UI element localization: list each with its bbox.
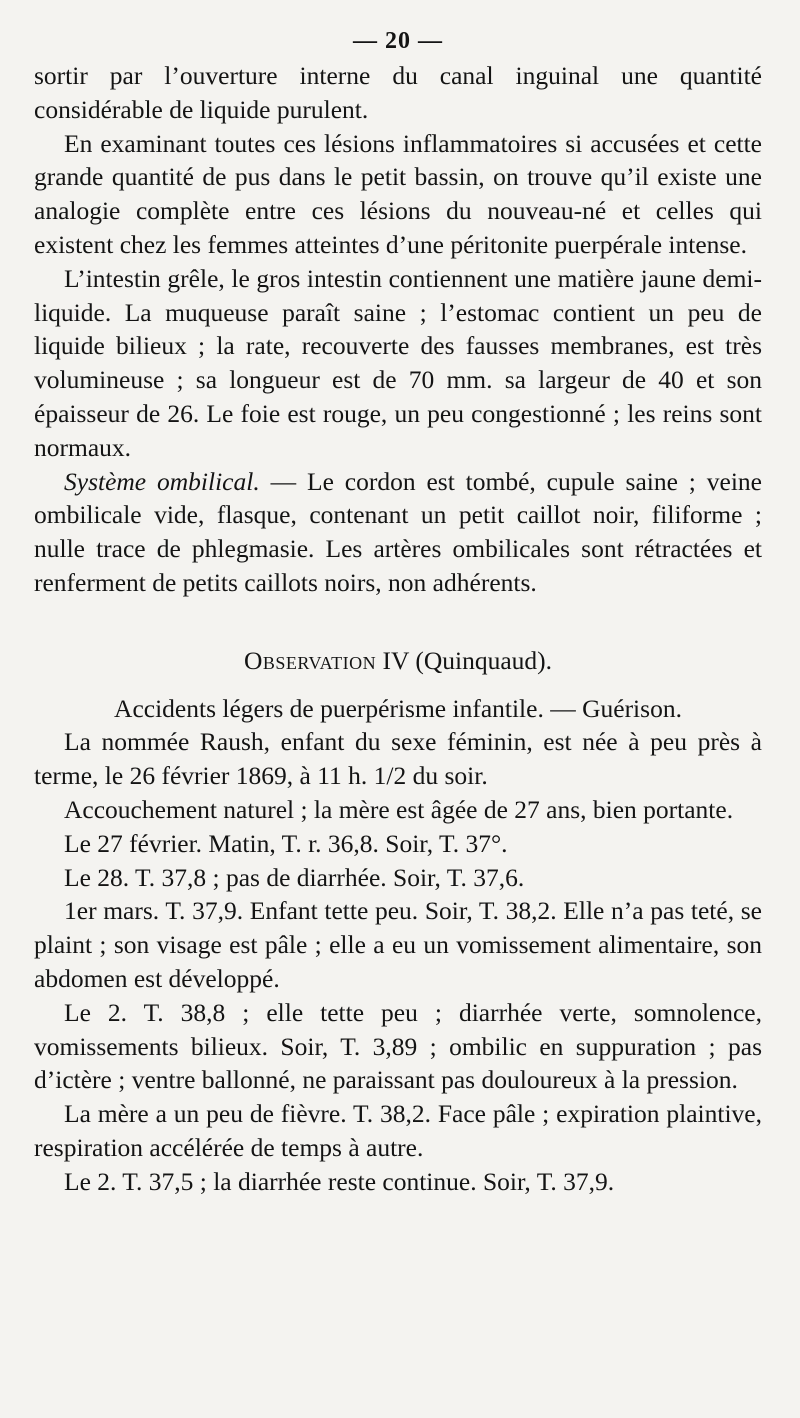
paragraph-feb-28: Le 28. T. 37,8 ; pas de diarrhée. Soir, T. 37,6. <box>64 862 525 892</box>
paragraph-continuation: sortir par l’ouverture interne du canal inguinal une quantité considérable de liquide purulent. <box>34 61 762 124</box>
ombilical-text: — Le cordon est tombé, cupule saine ; veine ombilicale vide, flasque, contenant un petit caillot noir, filiforme ; nulle trace de phlegmasie. Les artères ombilicales sont rétractées et renferment de petits caillots noirs, non adhérents. <box>34 466 762 597</box>
paragraph-feb-27: Le 27 février. Matin, T. r. 36,8. Soir, T. 37°. <box>64 828 508 858</box>
observation-title-word: Observation <box>243 645 377 675</box>
paragraph-mother-fever: La mère a un peu de fièvre. T. 38,2. Face pâle ; expiration plaintive, respiration accélérée de temps à autre. <box>34 1099 762 1162</box>
paragraph-march-1: 1er mars. T. 37,9. Enfant tette peu. Soir, T. 38,2. Elle n’a pas teté, se plaint ; son visage est pâle ; elle a eu un vomissement alimentaire, son abdomen est développé. <box>34 896 762 993</box>
paragraph-systeme-ombilical <box>34 465 762 600</box>
page-number: — 20 — <box>353 28 443 54</box>
paragraph-march-2-evening: Le 2. T. 37,5 ; la diarrhée reste continue. Soir, T. 37,9. <box>64 1166 615 1196</box>
paragraph-intestine-spleen: L’intestin grêle, le gros intestin contiennent une matière jaune demi-liquide. La muqueuse paraît saine ; l’estomac contient un peu de liquide bilieux ; la rate, recouverte des fausses membranes, est très volumineuse ; sa longueur est de 70 mm. sa largeur de 40 et son épaisseur de 26. Le foie est rouge, un peu congestionné ; les reins sont normaux. <box>34 263 762 462</box>
paragraph-march-2: Le 2. T. 38,8 ; elle tette peu ; diarrhée verte, somnolence, vomissements bilieux. Soir, T. 3,89 ; ombilic en suppuration ; pas d’ictère ; ventre ballonné, ne paraissant pas douloureux à la pression. <box>34 997 762 1095</box>
paragraph-patient-birth: La nommée Raush, enfant du sexe féminin, est née à peu près à terme, le 26 février 1869, à 11 h. 1/2 du soir. <box>34 727 762 791</box>
paragraph-lesions-analogy: En examinant toutes ces lésions inflammatoires si accusées et cette grande quantité de pus dans le petit bassin, on trouve qu’il existe une analogie complète entre ces lésions du nouveau-né et celles qui existent chez les femmes atteintes d’une péritonite puerpérale intense. <box>34 128 762 259</box>
observation-title <box>34 644 762 678</box>
observation-title-rest: IV (Quinquaud). <box>376 645 553 675</box>
observation-subtitle: Accidents légers de puerpérisme infantile. — Guérison. <box>114 693 682 723</box>
ombilical-label: Système ombilical. <box>64 466 260 496</box>
paragraph-delivery: Accouchement naturel ; la mère est âgée de 27 ans, bien portante. <box>64 794 734 824</box>
